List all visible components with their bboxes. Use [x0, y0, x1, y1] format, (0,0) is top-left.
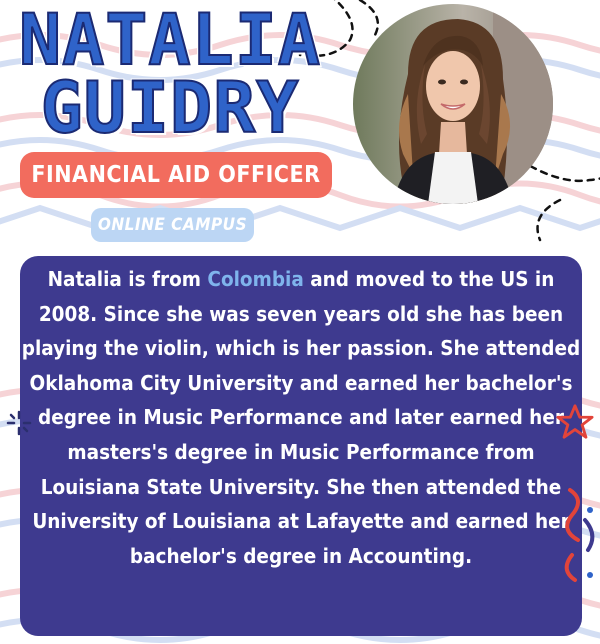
- sparkle-icon: [4, 408, 34, 438]
- confetti-icon: [560, 480, 600, 620]
- bio-text: [20, 262, 582, 573]
- campus-badge: ONLINE CAMPUS: [91, 208, 254, 242]
- star-icon: [556, 403, 594, 441]
- name-last: GUIDRY: [40, 67, 300, 149]
- job-title-badge: FINANCIAL AID OFFICER: [20, 152, 332, 198]
- bio-part-1: Natalia is from: [47, 267, 208, 291]
- name-first: NATALIA: [18, 0, 321, 81]
- portrait-photo: [353, 4, 553, 204]
- bio-part-2: and moved to the US in 2008. Since she was seven years old she has been playing the violin, which is her passion. She attended Oklahoma City University and earned her bachelor's degree in Music Performance and later earned her masters's degree in Music Performance from Louisiana State University. She then attended the University of Louisiana at Lafayette and earned her bachelor's degree in Accounting.: [21, 267, 581, 568]
- wave-line: [0, 208, 600, 228]
- bio-highlight-country: Colombia: [207, 267, 304, 291]
